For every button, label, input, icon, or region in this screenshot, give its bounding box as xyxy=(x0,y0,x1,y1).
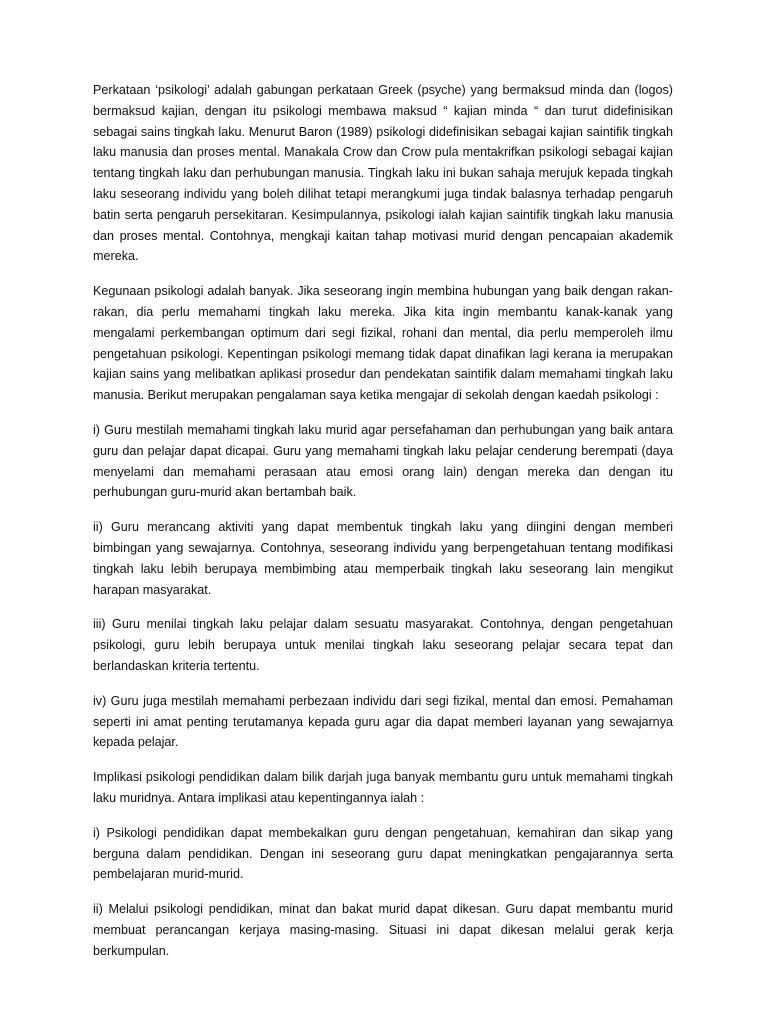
paragraph-point-iii: iii) Guru menilai tingkah laku pelajar dalam sesuatu masyarakat. Contohnya, dengan pengetahuan psikologi, guru lebih berupaya untuk menilai tingkah laku seseorang pelajar secara tepat dan berlandaskan kriteria tertentu. xyxy=(93,617,673,673)
paragraph-point-i: i) Guru mestilah memahami tingkah laku murid agar persefahaman dan perhubungan yang baik antara guru dan pelajar dapat dicapai. Guru yang memahami tingkah laku pelajar cenderung berempati (daya menyelami dan memahami perasaan atau emosi orang lain) dengan mereka dan dengan itu perhubungan guru-murid akan bertambah baik. xyxy=(93,422,673,500)
paragraph-definition: Perkataan ‘psikologi’ adalah gabungan perkataan Greek (psyche) yang bermaksud minda dan (logos) bermaksud kajian, dengan itu psikologi membawa maksud “ kajian minda “ dan turut didefinisikan sebagai sains tingkah laku. Menurut Baron (1989) psikologi didefinisikan sebagai kajian saintifik tingkah laku manusia dan proses mental. Manakala Crow dan Crow pula mentakrifkan psikologi sebagai kajian tentang tingkah laku dan perhubungan manusia. Tingkah laku ini bukan sahaja merujuk kepada tingkah laku seseorang individu yang boleh dilihat tetapi merangkumi juga tindak balasnya terhadap pengaruh batin serta pengaruh persekitaran. Kesimpulannya, psikologi ialah kajian saintifik tingkah laku manusia dan proses mental. Contohnya, mengkaji kaitan tahap motivasi murid dengan pencapaian akademik mereka. xyxy=(93,83,673,264)
paragraph-implication-i: i) Psikologi pendidikan dapat membekalkan guru dengan pengetahuan, kemahiran dan sikap yang berguna dalam pendidikan. Dengan ini seseorang guru dapat meningkatkan pengajarannya serta pembelajaran murid-murid. xyxy=(93,825,673,882)
paragraph-implications: Implikasi psikologi pendidikan dalam bilik darjah juga banyak membantu guru untuk memahami tingkah laku muridnya. Antara implikasi atau kepentingannya ialah : xyxy=(93,770,673,805)
paragraph-implication-ii: ii) Melalui psikologi pendidikan, minat dan bakat murid dapat dikesan. Guru dapat membantu murid membuat perancangan kerjaya masing-masing. Situasi ini dapat dikesan melalui gerak kerja berkumpulan. xyxy=(93,902,673,958)
document-page xyxy=(93,80,673,975)
paragraph-point-iv: iv) Guru juga mestilah memahami perbezaan individu dari segi fizikal, mental dan emosi. Pemahaman seperti ini amat penting terutamanya kepada guru agar dia dapat memberi layanan yang sewajarnya kepada pelajar. xyxy=(93,693,673,750)
paragraph-uses: Kegunaan psikologi adalah banyak. Jika seseorang ingin membina hubungan yang baik dengan rakan-rakan, dia perlu memahami tingkah laku mereka. Jika kita ingin membantu kanak-kanak yang mengalami perkembangan optimum dari segi fizikal, rohani dan mental, dia perlu memperoleh ilmu pengetahuan psikologi. Kepentingan psikologi memang tidak dapat dinafikan lagi kerana ia merupakan kajian sains yang melibatkan aplikasi prosedur dan pendekatan saintifik dalam memahami tingkah laku manusia. Berikut merupakan pengalaman saya ketika mengajar di sekolah dengan kaedah psikologi : xyxy=(93,284,673,403)
paragraph-point-ii: ii) Guru merancang aktiviti yang dapat membentuk tingkah laku yang diingini dengan memberi bimbingan yang sewajarnya. Contohnya, seseorang individu yang berpengetahuan tentang modifikasi tingkah laku lebih berupaya membimbing atau memperbaik tingkah laku seseorang lain mengikut harapan masyarakat. xyxy=(93,520,673,597)
